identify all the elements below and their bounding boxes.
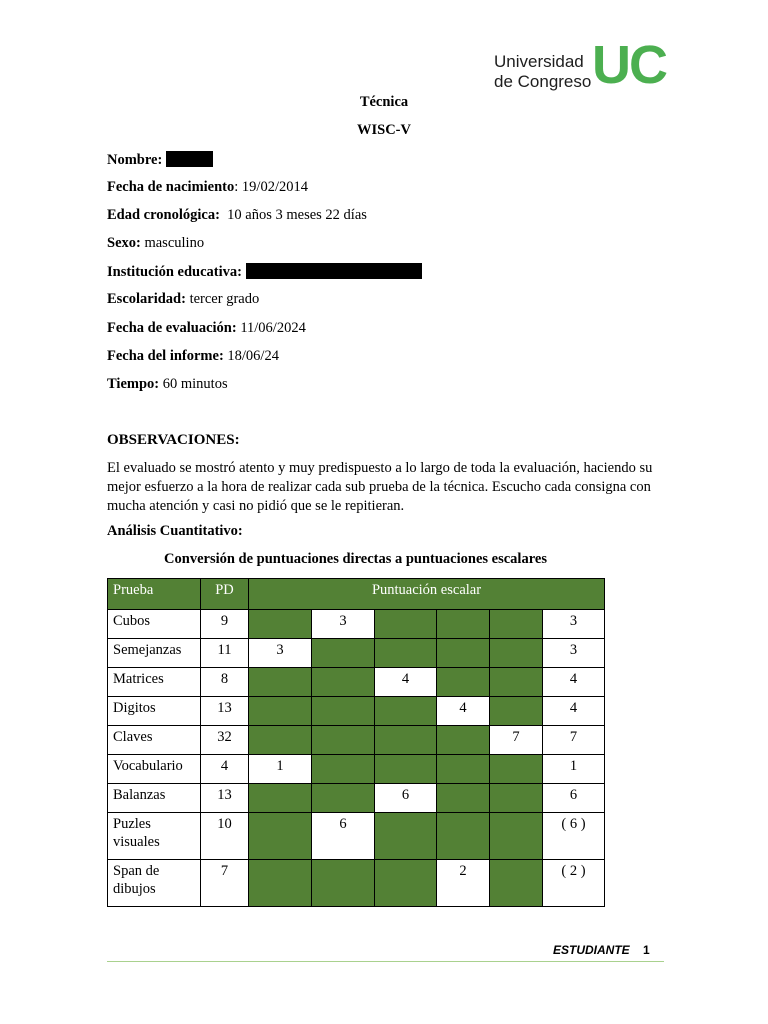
cell-prueba: Claves — [108, 726, 201, 755]
cell-escalar-total: 6 — [543, 784, 605, 813]
field-label: Edad cronológica: — [107, 207, 220, 223]
cell-shaded — [375, 860, 437, 907]
cell-prueba: Semejanzas — [108, 639, 201, 668]
cell-shaded — [249, 860, 312, 907]
cell-shaded — [437, 813, 490, 860]
cell-shaded — [249, 697, 312, 726]
cell-escalar-total: 3 — [543, 610, 605, 639]
cell-escalar: 4 — [437, 697, 490, 726]
field-value: 11/06/2024 — [240, 320, 306, 336]
scores-table — [107, 578, 605, 907]
cell-shaded — [490, 697, 543, 726]
logo-text — [494, 52, 591, 92]
cell-shaded — [375, 755, 437, 784]
cell-prueba: Balanzas — [108, 784, 201, 813]
table-row — [108, 639, 605, 668]
cell-prueba: Cubos — [108, 610, 201, 639]
table-row — [108, 755, 605, 784]
cell-shaded — [312, 755, 375, 784]
cell-shaded — [312, 784, 375, 813]
field-institucion — [107, 263, 422, 281]
field-edad — [107, 207, 367, 224]
cell-shaded — [490, 668, 543, 697]
cell-shaded — [312, 668, 375, 697]
analisis-heading: Análisis Cuantitativo: — [107, 523, 243, 539]
cell-shaded — [375, 697, 437, 726]
cell-shaded — [375, 726, 437, 755]
redaction-box — [166, 151, 213, 167]
page-number: 1 — [643, 943, 650, 957]
cell-escalar-total: 4 — [543, 668, 605, 697]
cell-shaded — [490, 813, 543, 860]
field-label: Fecha del informe: — [107, 348, 224, 364]
cell-prueba: Puzles visuales — [108, 813, 201, 860]
cell-pd: 10 — [201, 813, 249, 860]
cell-shaded — [312, 697, 375, 726]
cell-shaded — [437, 610, 490, 639]
header-prueba: Prueba — [108, 579, 201, 610]
cell-pd: 32 — [201, 726, 249, 755]
table-row — [108, 813, 605, 860]
field-evaluacion — [107, 320, 306, 337]
cell-shaded — [312, 860, 375, 907]
cell-pd: 11 — [201, 639, 249, 668]
logo-mark: UC — [592, 35, 666, 95]
cell-escalar: 1 — [249, 755, 312, 784]
observaciones-heading: OBSERVACIONES: — [107, 432, 240, 448]
field-value: : 19/02/2014 — [234, 179, 308, 195]
document-subtitle: WISC-V — [357, 122, 411, 138]
field-label: Nombre: — [107, 152, 163, 168]
field-label: Fecha de nacimiento — [107, 179, 235, 195]
cell-shaded — [437, 784, 490, 813]
observaciones-text: El evaluado se mostró atento y muy predispuesto a lo largo de toda la evaluación, haciendo su mejor esfuerzo a la hora de realizar cada sub prueba de la técnica. Escucho cada consigna con mucha atención y casi no pidió que se le repitieran. — [107, 460, 653, 514]
table-caption: Conversión de puntuaciones directas a puntuaciones escalares — [164, 551, 547, 567]
cell-shaded — [312, 639, 375, 668]
cell-escalar-total: 7 — [543, 726, 605, 755]
field-value: 18/06/24 — [227, 348, 279, 364]
cell-escalar: 6 — [312, 813, 375, 860]
logo-line-1: Universidad — [494, 52, 584, 71]
footer-label: ESTUDIANTE — [553, 943, 630, 957]
field-label: Institución educativa: — [107, 264, 242, 280]
field-value: masculino — [144, 235, 205, 251]
cell-shaded — [437, 755, 490, 784]
cell-shaded — [249, 610, 312, 639]
cell-shaded — [490, 860, 543, 907]
cell-shaded — [437, 639, 490, 668]
field-label: Escolaridad: — [107, 291, 186, 307]
cell-pd: 4 — [201, 755, 249, 784]
cell-shaded — [490, 784, 543, 813]
cell-escalar: 4 — [375, 668, 437, 697]
cell-shaded — [490, 755, 543, 784]
logo-line-2: de Congreso — [494, 72, 592, 91]
cell-shaded — [249, 668, 312, 697]
cell-escalar: 3 — [312, 610, 375, 639]
cell-escalar-total: 1 — [543, 755, 605, 784]
header-pd: PD — [201, 579, 249, 610]
footer-divider — [107, 961, 664, 962]
field-label: Tiempo: — [107, 376, 160, 392]
field-nombre — [107, 151, 213, 169]
table-row — [108, 726, 605, 755]
cell-shaded — [375, 610, 437, 639]
cell-prueba: Matrices — [108, 668, 201, 697]
cell-shaded — [375, 639, 437, 668]
table-row — [108, 610, 605, 639]
cell-pd: 7 — [201, 860, 249, 907]
field-tiempo — [107, 376, 228, 393]
cell-shaded — [437, 668, 490, 697]
cell-escalar-total: 3 — [543, 639, 605, 668]
cell-prueba: Span de dibujos — [108, 860, 201, 907]
field-value: 60 minutos — [162, 376, 228, 392]
redaction-box — [246, 263, 422, 279]
field-value: 10 años 3 meses 22 días — [227, 207, 367, 223]
field-escolaridad — [107, 291, 259, 308]
cell-pd: 8 — [201, 668, 249, 697]
cell-escalar: 2 — [437, 860, 490, 907]
cell-escalar-total: ( 2 ) — [543, 860, 605, 907]
field-label: Fecha de evaluación: — [107, 320, 237, 336]
table-row — [108, 860, 605, 907]
cell-shaded — [249, 813, 312, 860]
cell-escalar: 3 — [249, 639, 312, 668]
cell-pd: 13 — [201, 784, 249, 813]
field-nacimiento — [107, 179, 308, 196]
cell-shaded — [312, 726, 375, 755]
cell-escalar: 7 — [490, 726, 543, 755]
cell-prueba: Vocabulario — [108, 755, 201, 784]
university-logo — [494, 35, 674, 100]
cell-shaded — [437, 726, 490, 755]
cell-pd: 9 — [201, 610, 249, 639]
table-header-row — [108, 579, 605, 610]
cell-escalar-total: 4 — [543, 697, 605, 726]
cell-shaded — [490, 610, 543, 639]
table-row — [108, 697, 605, 726]
field-sexo — [107, 235, 204, 252]
field-informe — [107, 348, 279, 365]
field-label: Sexo: — [107, 235, 141, 251]
cell-pd: 13 — [201, 697, 249, 726]
cell-shaded — [375, 813, 437, 860]
cell-shaded — [490, 639, 543, 668]
cell-escalar: 6 — [375, 784, 437, 813]
table-row — [108, 668, 605, 697]
cell-shaded — [249, 726, 312, 755]
header-puntuacion-escalar: Puntuación escalar — [249, 579, 605, 610]
field-value: tercer grado — [189, 291, 260, 307]
document-title: Técnica — [359, 94, 409, 110]
cell-escalar-total: ( 6 ) — [543, 813, 605, 860]
table-row — [108, 784, 605, 813]
cell-shaded — [249, 784, 312, 813]
cell-prueba: Digitos — [108, 697, 201, 726]
